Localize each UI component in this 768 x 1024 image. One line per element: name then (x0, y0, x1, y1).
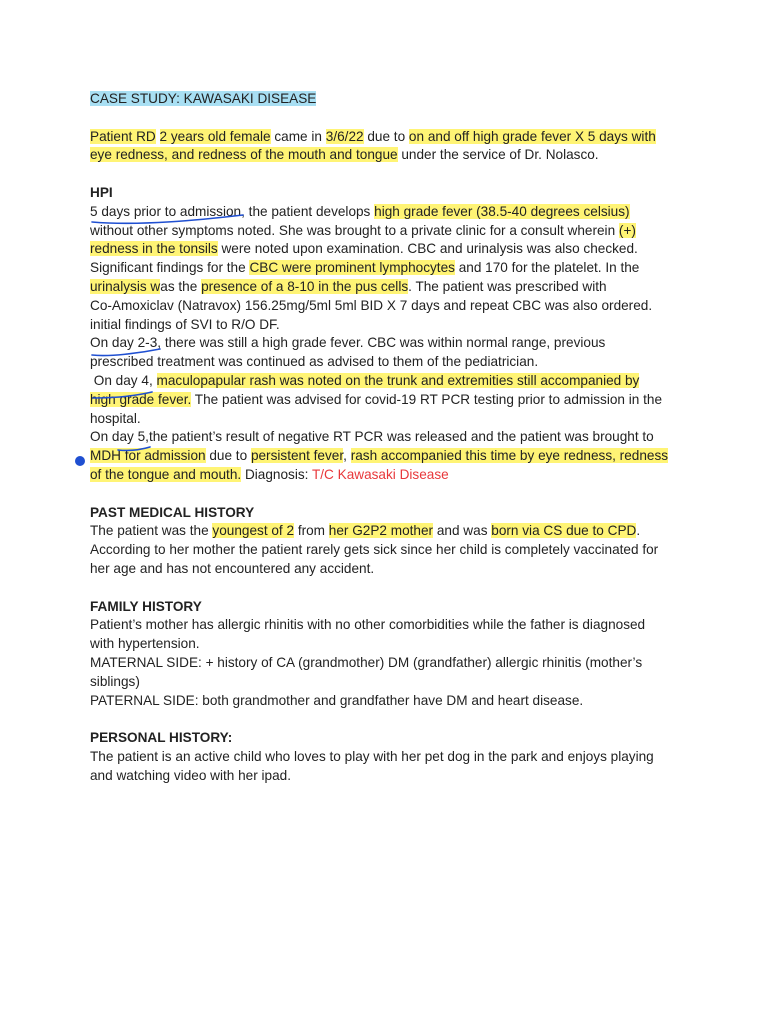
pmh-line: The patient was the youngest of 2 from her G2P2 mother and was born via CS due to CPD. (90, 523, 641, 539)
hpi-line: 5 days prior to admission, the patient develops high grade fever (38.5-40 degrees celsius) (90, 203, 630, 219)
pmh-heading: PAST MEDICAL HISTORY (90, 504, 255, 520)
hpi-line: hospital. (90, 410, 141, 426)
hpi-line: On day 5,the patient’s result of negative RT PCR was released and the patient was brought to (90, 429, 654, 445)
hpi-line: high grade fever. The patient was advised for covid-19 RT PCR testing prior to admission in the (90, 391, 663, 407)
ph-heading: PERSONAL HISTORY: (90, 730, 233, 746)
fh-line: with hypertension. (90, 636, 200, 652)
document-body (90, 90, 690, 785)
hpi-heading: HPI (90, 184, 113, 200)
hpi-line: without other symptoms noted. She was brought to a private clinic for a consult wherein (+) (90, 222, 636, 238)
fh-line: MATERNAL SIDE: + history of CA (grandmother) DM (grandfather) allergic rhinitis (mother’s (90, 654, 643, 670)
hpi-line: Co-Amoxiclav (Natravox) 156.25mg/5ml 5ml BID X 7 days and repeat CBC was also ordered. (90, 297, 653, 313)
ph-line: and watching video with her ipad. (90, 767, 292, 783)
intro-line-1: Patient RD 2 years old female came in 3/6/22 due to on and off high grade fever X 5 days with (90, 128, 656, 144)
hpi-line: redness in the tonsils were noted upon examination. CBC and urinalysis was also checked. (90, 241, 638, 257)
hpi-line: On day 2-3, there was still a high grade fever. CBC was within normal range, previous (90, 335, 606, 351)
ink-dot (75, 456, 85, 466)
hpi-line: initial findings of SVI to R/O DF. (90, 316, 280, 332)
hpi-line: On day 4, maculopapular rash was noted on the trunk and extremities still accompanied by (90, 372, 640, 388)
hpi-line: Significant findings for the CBC were prominent lymphocytes and 170 for the platelet. In the (90, 260, 640, 276)
pmh-line: According to her mother the patient rarely gets sick since her child is completely vaccinated for (90, 542, 659, 558)
fh-heading: FAMILY HISTORY (90, 598, 202, 614)
hpi-line: of the tongue and mouth. Diagnosis: T/C Kawasaki Disease (90, 466, 449, 482)
fh-line: siblings) (90, 673, 140, 689)
diagnosis-text: T/C Kawasaki Disease (311, 466, 449, 482)
hpi-line: MDH for admission due to persistent fever, rash accompanied this time by eye redness, redness (90, 448, 669, 464)
hpi-line: urinalysis was the presence of a 8-10 in the pus cells. The patient was prescribed with (90, 278, 607, 294)
intro-line-2: eye redness, and redness of the mouth and tongue under the service of Dr. Nolasco. (90, 147, 599, 163)
fh-line: PATERNAL SIDE: both grandmother and grandfather have DM and heart disease. (90, 692, 584, 708)
pmh-line: her age and has not encountered any accident. (90, 560, 375, 576)
fh-line: Patient’s mother has allergic rhinitis with no other comorbidities while the father is diagnosed (90, 617, 646, 633)
ph-line: The patient is an active child who loves to play with her pet dog in the park and enjoys playing (90, 748, 654, 764)
hpi-line: prescribed treatment was continued as advised to them of the pediatrician. (90, 354, 539, 370)
document-title: CASE STUDY: KAWASAKI DISEASE (90, 91, 317, 106)
